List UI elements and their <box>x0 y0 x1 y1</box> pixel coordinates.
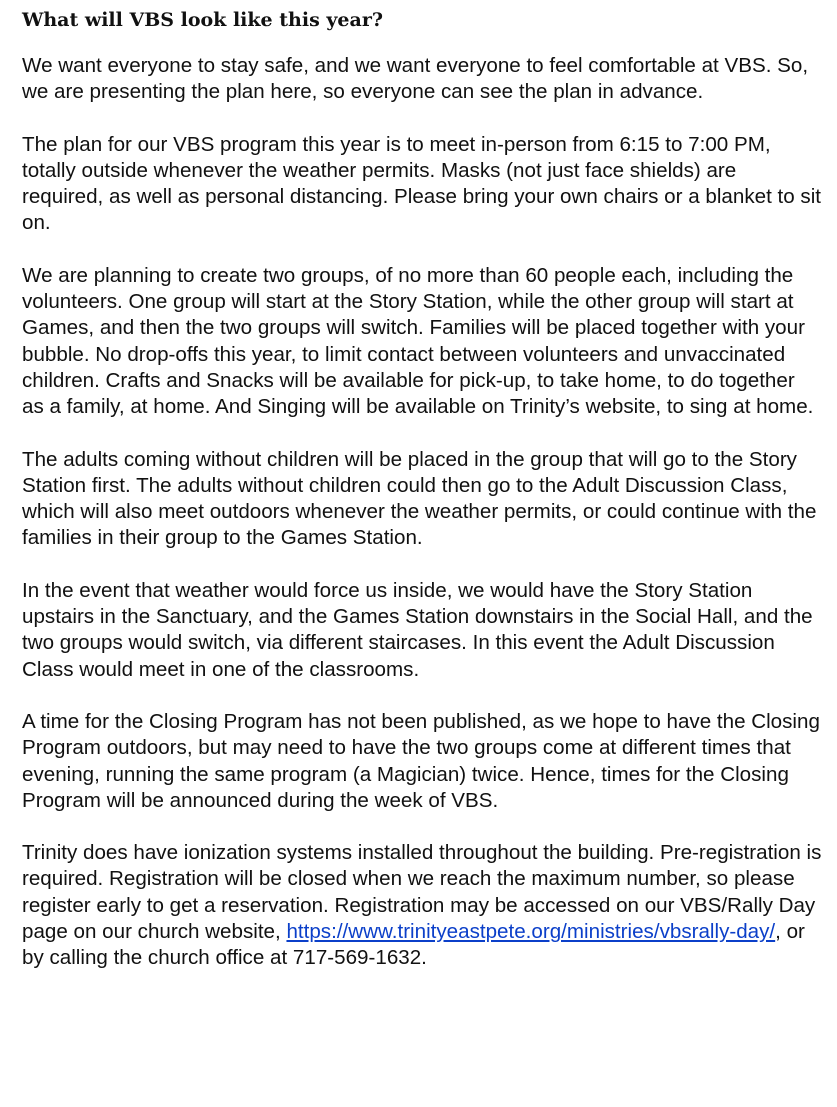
paragraph-safety: We want everyone to stay safe, and we want everyone to feel comfortable at VBS. So, we are presenting the plan here, so everyone can see the plan in advance. <box>22 54 809 104</box>
document-page <box>22 6 822 998</box>
document-title: What will VBS look like this year? <box>22 9 383 31</box>
paragraph-groups: We are planning to create two groups, of no more than 60 people each, including the volunteers. One group will start at the Story Station, while the other group will start at Games, and then the two groups will switch. Families will be placed together with your bubble. No drop-offs this year, to limit contact between volunteers and unvaccinated children. Crafts and Snacks will be available for pick-up, to take home, to do together as a family, at home. And Singing will be available on Trinity’s website, to sing at home. <box>22 263 814 419</box>
registration-text: Trinity does have ionization systems installed throughout the building. Pre-registration is required. Registration will be closed when we reach the maximum number, so please register early to get a reservation. Registration may be accessed on our VBS/Rally Day page on our church website, <box>22 841 822 944</box>
paragraph-schedule: The plan for our VBS program this year is to meet in-person from 6:15 to 7:00 PM, totally outside whenever the weather permits. Masks (not just face shields) are required, as well as personal distancing. Please bring your own chairs or a blanket to sit on. <box>22 132 822 235</box>
paragraph-registration <box>22 840 822 971</box>
contact-text: , or by calling the church office at 717-569-1632. <box>22 920 805 970</box>
paragraph-closing-program: A time for the Closing Program has not been published, as we hope to have the Closing Program outdoors, but may need to have the two groups come at different times that evening, running the same program (a Magician) twice. Hence, times for the Closing Program will be announced during the week of VBS. <box>22 709 820 812</box>
paragraph-adults: The adults coming without children will be placed in the group that will go to the Story Station first. The adults without children could then go to the Adult Discussion Class, which will also meet outdoors whenever the weather permits, or could continue with the families in their group to the Games Station. <box>22 447 817 550</box>
paragraph-weather: In the event that weather would force us inside, we would have the Story Station upstairs in the Sanctuary, and the Games Station downstairs in the Social Hall, and the two groups would switch, via different staircases. In this event the Adult Discussion Class would meet in one of the classrooms. <box>22 578 813 681</box>
website-link[interactable]: https://www.trinityeastpete.org/ministries/vbsrally-day/ <box>286 920 776 944</box>
